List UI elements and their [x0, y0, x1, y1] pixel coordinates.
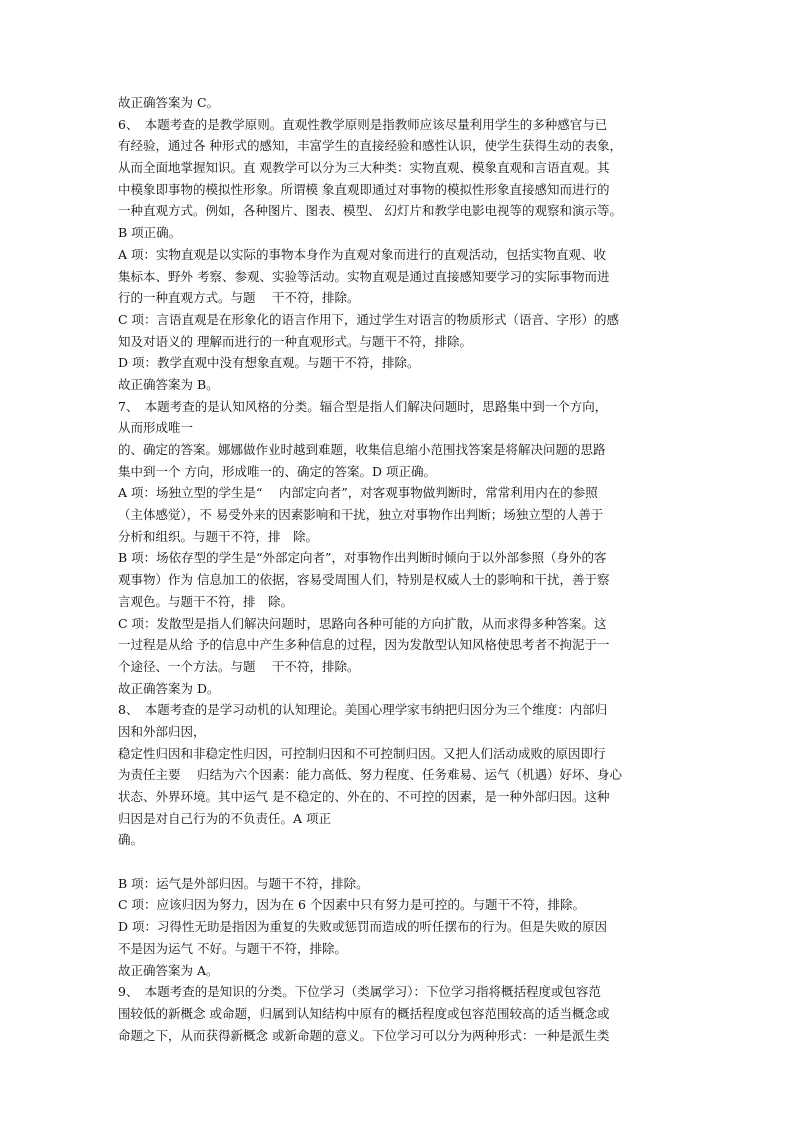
text-line: 中模象即事物的模拟性形象。所谓模 象直观即通过对事物的模拟性形象直接感知而进行的	[118, 181, 610, 197]
text-line: 命题之下，从而获得新概念 或新命题的意义。下位学习可以分为两种形式：一种是派生类	[118, 1027, 610, 1043]
text-line: C 项：言语直观是在形象化的语言作用下，通过学生对语言的物质形式（语音、字形）的感	[118, 311, 620, 327]
text-line: 围较低的新概念 或命题，归属到认知结构中原有的概括程度或包容范围较高的适当概念或	[118, 1005, 610, 1021]
text-line: 知及对语义的 理解而进行的一种直观形式。与题干不符，排除。	[118, 333, 472, 349]
text-line: C 项：应该归因为努力，因为在 6 个因素中只有努力是可控的。与题干不符，排除。	[118, 897, 585, 913]
text-line: 从而形成唯一	[118, 420, 194, 436]
text-line: B 项：场依存型的学生是“外部定向者”，对事物作出判断时倾向于以外部参照（身外的客	[118, 550, 607, 566]
text-line: D 项：教学直观中没有想象直观。与题干不符，排除。	[118, 355, 420, 371]
text-line: 言观色。与题干不符，排 除。	[118, 593, 294, 609]
text-line: 集标本、野外 考察、参观、实验等活动。实物直观是通过直接感知要学习的实际事物而进	[118, 268, 610, 284]
blank-line	[118, 851, 688, 873]
text-line: 有经验，通过各 种形式的感知，丰富学生的直接经验和感性认识，使学生获得生动的表象，	[118, 138, 622, 154]
text-line: 为责任主要 归结为六个因素：能力高低、努力程度、任务难易、运气（机遇）好坏、身心	[118, 767, 622, 783]
text-line: 集中到一个 方向，形成唯一的、确定的答案。D 项正确。	[118, 463, 436, 479]
text-line: A 项：场独立型的学生是“ 内部定向者”，对客观事物做判断时，常常利用内在的参照	[118, 485, 598, 501]
text-line: 故正确答案为 A。	[118, 962, 219, 978]
text-line: 一过程是从给 予的信息中产生多种信息的过程，因为发散型认知风格使思考者不拘泥于一	[118, 637, 610, 653]
text-line: 一种直观方式。例如，各种图片、图表、模型、 幻灯片和教学电影电视等的观察和演示等。	[118, 203, 622, 219]
text-line: 故正确答案为 B。	[118, 376, 219, 392]
text-line: 观事物）作为 信息加工的依据，容易受周围人们，特别是权威人士的影响和干扰，善于察	[118, 572, 610, 588]
text-line: 8、 本题考查的是学习动机的认知理论。美国心理学家韦纳把归因分为三个维度：内部归	[118, 702, 608, 718]
text-line: A 项：实物直观是以实际的事物本身作为直观对象而进行的直观活动，包括实物直观、收	[118, 246, 607, 262]
text-line: D 项：习得性无助是指因为重复的失败或惩罚而造成的听任摆布的行为。但是失败的原因	[118, 919, 607, 935]
text-line: 个途径、一个方法。与题 干不符，排除。	[118, 658, 360, 674]
text-line: 不是因为运气 不好。与题干不符，排除。	[118, 940, 347, 956]
text-line: 故正确答案为 C。	[118, 95, 220, 110]
text-line: 从而全面地掌握知识。直 观教学可以分为三大种类：实物直观、模象直观和言语直观。其	[118, 160, 610, 176]
text-line: （主体感觉），不 易受外来的因素影响和干扰，独立对事物作出判断；场独立型的人善于	[118, 507, 604, 523]
text-line: 的、确定的答案。娜娜做作业时越到难题，收集信息缩小范围找答案是将解决问题的思路	[118, 442, 606, 457]
text-line: B 项：运气是外部归因。与题干不符，排除。	[118, 875, 369, 891]
text-line: 归因是对自己行为的不负责任。A 项正	[118, 810, 332, 826]
text-line: 9、 本题考查的是知识的分类。下位学习（类属学习）：下位学习指将概括程度或包容范	[118, 984, 601, 1000]
text-line: 稳定性归因和非稳定性归因，可控制归因和不可控制归因。又把人们活动成败的原因即行	[118, 745, 606, 761]
text-line: 故正确答案为 D。	[118, 680, 220, 696]
text-line: 确。	[118, 832, 144, 848]
text-line: 行的一种直观方式。与题 干不符，排除。	[118, 290, 360, 306]
text-line: 6、 本题考查的是教学原则。直观性教学原则是指教师应该尽量利用学生的多种感官与已	[118, 116, 608, 132]
document-page	[118, 92, 688, 1046]
text-line: 分析和组织。与题干不符，排 除。	[118, 528, 319, 544]
text-line: C 项：发散型是指人们解决问题时，思路向各种可能的方向扩散，从而求得多种答案。这	[118, 615, 607, 631]
text-line: 状态、外界环境。其中运气 是不稳定的、外在的、不可控的因素，是一种外部归因。这种	[118, 789, 610, 804]
text-line: B 项正确。	[118, 225, 182, 241]
text-line: 7、 本题考查的是认知风格的分类。辐合型是指人们解决问题时，思路集中到一个方向，	[118, 398, 608, 414]
text-line: 因和外部归因，	[118, 723, 206, 739]
